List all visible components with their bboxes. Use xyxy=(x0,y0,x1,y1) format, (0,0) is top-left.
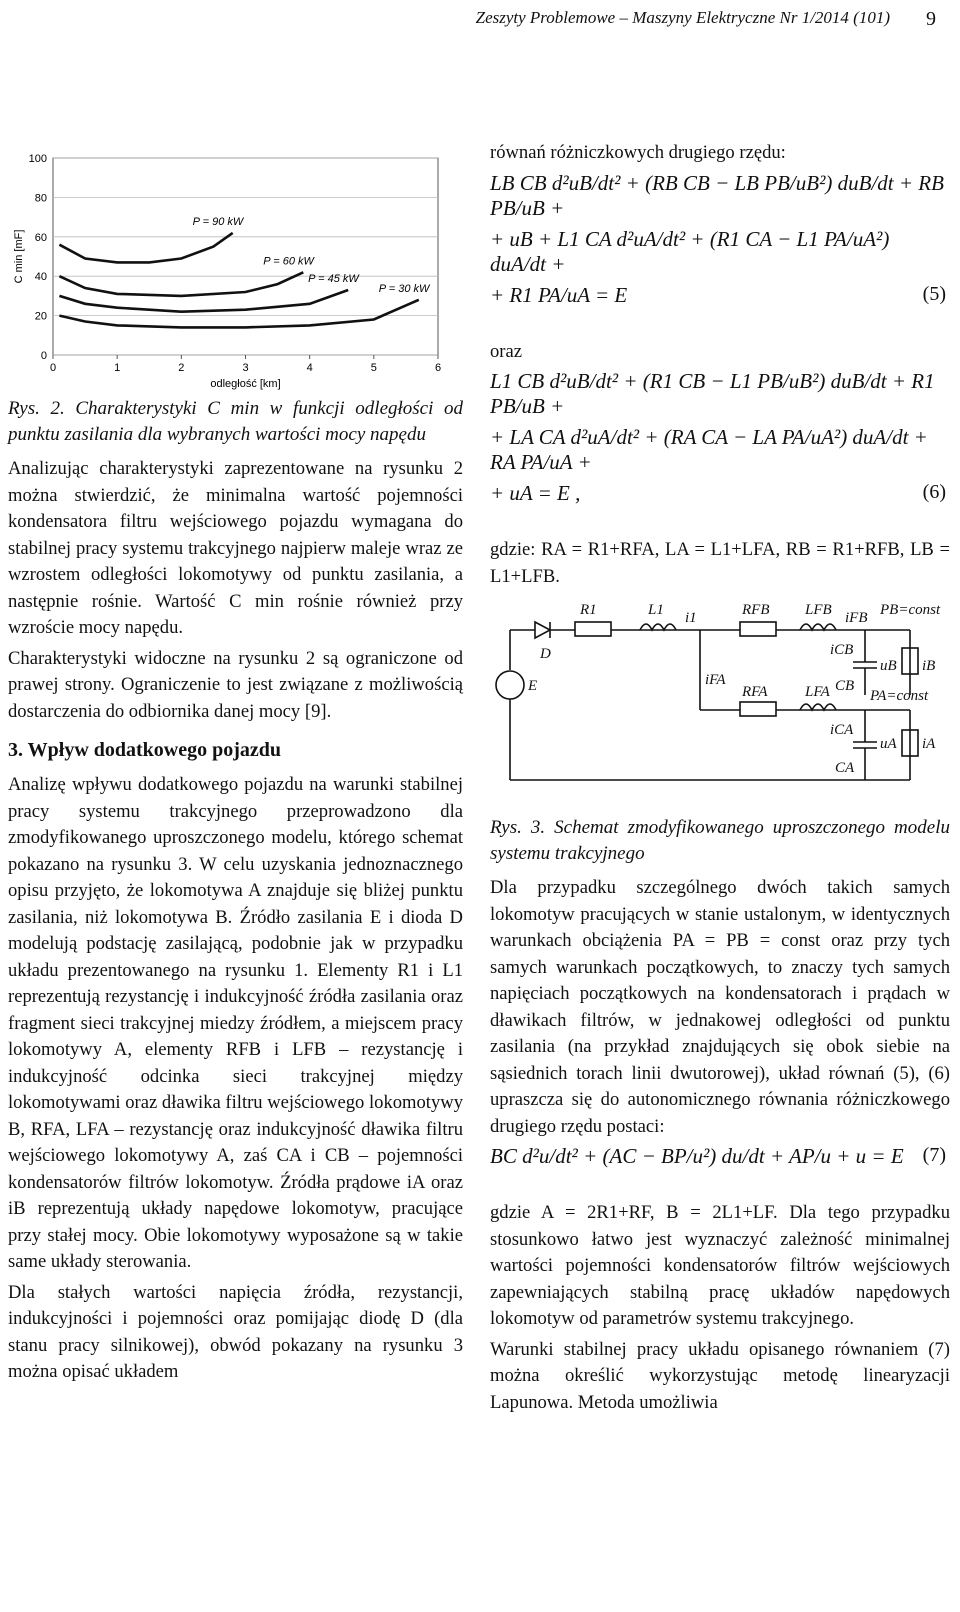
right-paragraph-1: Dla przypadku szczególnego dwóch takich samych lokomotyw pracujących w stanie ustalonym, w identycznych warunkach obciążenia PA = PB = const oraz przy tych samych warunkach początkowych, to znaczy tych samych napięciach początkowych na kondensatorach i prądach w dławikach filtrów, w jednakowej odległości od punktu zasilania (na przykład znajdujących się obok siebie na sąsiednich torach linii dwutorowej), układ równań (5), (6) upraszcza się do autonomicznego równania różniczkowego drugiego rzędu postaci: xyxy=(490,877,950,1137)
paragraph-1: Analizując charakterystyki zaprezentowane na rysunku 2 można stwierdzić, że minimalna wartość pojemności kondensatora filtru wejściowego pojazdu wymagana do stabilnej pracy systemu trakcyjnego najpierw maleje wraz ze wzrostem odległości lokomotywy od punktu zasilania, a następnie rośnie. Wartość C min rośnie również przy wzroście mocy napędu. xyxy=(8,458,463,638)
eq5-line1: LB CB d²uB/dt² + (RB CB − LB PB/uB²) duB/dt + RB PB/uB + xyxy=(490,170,944,220)
cmin-chart xyxy=(8,140,458,390)
label-ua: uA xyxy=(880,736,897,752)
eq6-line1: L1 CB d²uB/dt² + (R1 CB − L1 PB/uB²) duB/dt + R1 PB/uB + xyxy=(490,369,935,418)
label-r1: R1 xyxy=(580,602,597,618)
eq5-line2: + uB + L1 CA d²uA/dt² + (R1 CA − L1 PA/uA²) duA/dt + xyxy=(490,226,890,276)
label-ifa: iFA xyxy=(705,672,726,688)
x-tick-label: 2 xyxy=(178,362,185,374)
label-cb: CB xyxy=(835,678,855,694)
right-paragraph-3: Warunki stabilnej pracy układu opisanego równaniem (7) można określić wykorzystując metodę linearyzacji Lapunowa. Metoda umożliwia xyxy=(490,1338,950,1413)
label-l1: L1 xyxy=(648,602,664,618)
label-lfa: LFA xyxy=(805,684,830,700)
label-ca: CA xyxy=(835,760,855,776)
left-column xyxy=(8,140,463,1390)
y-tick-label: 60 xyxy=(34,231,47,244)
y-tick-label: 0 xyxy=(40,350,47,362)
series-label-2: P = 45 kW xyxy=(308,272,359,285)
figure-2-caption: Rys. 2. Charakterystyki C min w funkcji odległości od punktu zasilania dla wybranych wartości mocy napędu xyxy=(8,398,463,445)
series-label-0: P = 90 kW xyxy=(192,215,244,228)
figure-2 xyxy=(8,140,458,390)
x-tick-label: 6 xyxy=(434,362,442,374)
label-i1: i1 xyxy=(685,610,697,626)
eq5-line3: + R1 PA/uA = E (5) xyxy=(490,282,946,307)
label-d: D xyxy=(540,646,551,662)
label-rfa: RFA xyxy=(742,684,768,700)
paragraph-3: Analizę wpływu dodatkowego pojazdu na warunki stabilnej pracy systemu trakcyjnego przeprowadzono dla zmodyfikowanego uproszczonego modelu, którego schemat pokazano na rysunku 3. W celu uzyskania jednoznacznego opisu przyjęto, że lokomotywa A znajduje się bliżej punktu zasilania, niż lokomotywa B. Źródło zasilania E i dioda D modelują podstację zasilającą, podobnie jak w przypadku układu prezentowanego na rysunku 1. Elementy R1 i L1 reprezentują rezystancję i indukcyjność źródła zasilania oraz fragment sieci trakcyjnej miedzy źródłem, a miejscem pracy lokomotywy A, elementy RFB i LFB – rezystancję i indukcyjność odcinka sieci trakcyjnej między lokomotywami oraz dławika filtru wejściowego lokomotywy B, RFA, LFA – rezystancję oraz indukcyjność dławika filtru wejściowego lokomotywy A, zaś CA i CB – pojemności kondensatorów filtrów lokomotyw. Źródła prądowe iA oraz iB reprezentują układy napędowe lokomotyw, pracujące przy stałej mocy. Obie lokomotywy wyposażone są w takie same układy sterowania. xyxy=(8,774,463,1272)
y-tick-label: 100 xyxy=(28,153,47,165)
series-label-1: P = 60 kW xyxy=(263,255,314,268)
right-column xyxy=(490,140,950,1420)
equations-intro: równań różniczkowych drugiego rzędu: xyxy=(490,142,786,163)
page-header xyxy=(0,8,960,34)
y-tick-label: 20 xyxy=(34,310,47,323)
x-tick-label: 5 xyxy=(370,362,377,374)
y-tick-label: 80 xyxy=(34,192,47,205)
label-ica: iCA xyxy=(830,722,854,738)
journal-title: Zeszyty Problemowe – Maszyny Elektryczne Nr 1/2014 (101) xyxy=(475,8,890,27)
label-ifb: iFB xyxy=(845,610,868,626)
label-rfb: RFB xyxy=(742,602,770,618)
x-tick-label: 3 xyxy=(242,362,249,374)
oraz-label: oraz xyxy=(490,340,522,362)
label-pa: PA=const xyxy=(870,688,929,704)
paragraph-4: Dla stałych wartości napięcia źródła, rezystancji, indukcyjności i pojemności oraz pomijając diodę D (dla stanu pracy silnikowej), obwód pokazany na rysunku 3 można opisać układem xyxy=(8,1281,463,1382)
label-pb: PB=const xyxy=(880,602,941,618)
x-tick-label: 1 xyxy=(114,362,121,374)
x-tick-label: 4 xyxy=(306,362,313,374)
y-tick-label: 40 xyxy=(34,271,47,284)
label-ub: uB xyxy=(880,658,897,674)
paragraph-2: Charakterystyki widoczne na rysunku 2 są ograniczone od prawej strony. Ograniczenie to jest związane z możliwością dostarczenia do odbiornika danej mocy [9]. xyxy=(8,647,463,722)
label-ia: iA xyxy=(922,736,936,752)
y-axis-label: C min [mF] xyxy=(13,229,25,284)
eq6-label: (6) xyxy=(922,481,946,503)
right-paragraph-2: gdzie A = 2R1+RF, B = 2L1+LF. Dla tego przypadku stosunkowo łatwo jest wyznaczyć zależność minimalnej wartości pojemności kondensatorów filtrów wejściowych zapewniających stabilną pracę układów napędowych lokomotyw od parametrów systemu trakcyjnego. xyxy=(490,1202,950,1329)
series-line-0 xyxy=(59,233,232,263)
x-axis-label: odległość [km] xyxy=(210,378,281,390)
series-label-3: P = 30 kW xyxy=(378,282,430,295)
x-tick-label: 0 xyxy=(49,362,57,374)
label-icb: iCB xyxy=(830,642,854,658)
eq6-line3: + uA = E , (6) xyxy=(490,481,946,505)
section-heading: 3. Wpływ dodatkowego pojazdu xyxy=(8,739,282,761)
label-e: E xyxy=(528,678,538,694)
label-lfb: LFB xyxy=(805,602,832,618)
figure-3-caption: Rys. 3. Schemat zmodyfikowanego uproszczonego modelu systemu trakcyjnego xyxy=(490,817,950,864)
eq6-line2: + LA CA d²uA/dt² + (RA CA − LA PA/uA²) duA/dt + RA PA/uA + xyxy=(490,425,928,474)
circuit-diagram xyxy=(490,600,950,800)
eq7-label: (7) xyxy=(922,1144,946,1166)
page-number: 9 xyxy=(926,8,936,30)
eq5-label: (5) xyxy=(922,282,946,305)
series-line-3 xyxy=(59,300,418,328)
eq7-line: BC d²u/dt² + (AC − BP/u²) du/dt + AP/u + u = E (7) xyxy=(490,1144,946,1168)
definitions-text: gdzie: RA = R1+RFA, LA = L1+LFA, RB = R1+RFB, LB = L1+LFB. xyxy=(490,539,950,587)
label-ib: iB xyxy=(922,658,936,674)
